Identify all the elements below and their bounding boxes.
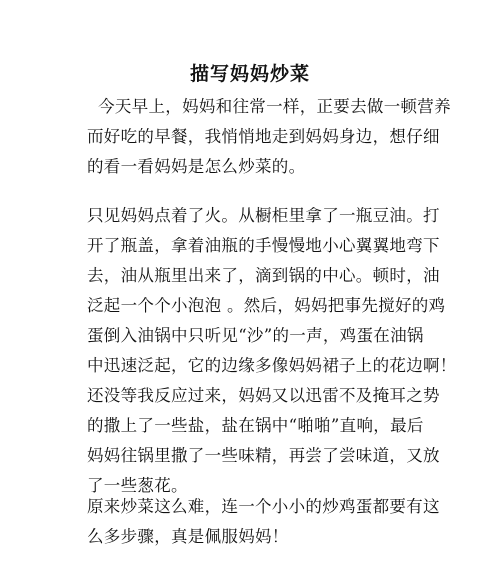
text-line: 妈妈往锅里撒了一些味精，再尝了尝味道，又放 <box>87 446 440 465</box>
paragraph-intro <box>87 92 451 182</box>
text-line: 泛起一个个小泡泡 。然后，妈妈把事先搅好的鸡 <box>87 296 446 315</box>
paragraph-conclusion <box>87 492 440 552</box>
text-line: 还没等我反应过来，妈妈又以迅雷不及掩耳之势 <box>87 386 440 405</box>
text-line: 去，油从瓶里出来了，滴到锅的中心。顿时，油 <box>87 266 440 285</box>
text-line: 了一些葱花。 <box>87 476 188 495</box>
paragraph-cooking-steps <box>87 201 457 501</box>
text-line: 的看一看妈妈是怎么炒菜的。 <box>87 157 306 176</box>
text-line: 而好吃的早餐，我悄悄地走到妈妈身边，想仔细 <box>87 127 440 146</box>
document-title: 描写妈妈炒菜 <box>189 63 310 85</box>
text-line: 只见妈妈点着了火。从橱柜里拿了一瓶豆油。打 <box>87 206 440 225</box>
text-line: 原来炒菜这么难，连一个小小的炒鸡蛋都要有这 <box>87 497 440 516</box>
text-line: 开了瓶盖，拿着油瓶的手慢慢地小心翼翼地弯下 <box>87 236 440 255</box>
text-line: 的撒上了一些盐，盐在锅中“啪啪”直响，最后 <box>87 416 424 435</box>
text-line: 么多步骤，真是佩服妈妈！ <box>87 527 289 546</box>
text-line: 蛋倒入油锅中只听见“沙”的一声，鸡蛋在油锅 <box>87 326 424 345</box>
text-line: 今天早上，妈妈和往常一样，正要去做一顿营养 <box>87 97 451 116</box>
text-line: 中迅速泛起，它的边缘多像妈妈裙子上的花边啊！ <box>87 356 457 375</box>
